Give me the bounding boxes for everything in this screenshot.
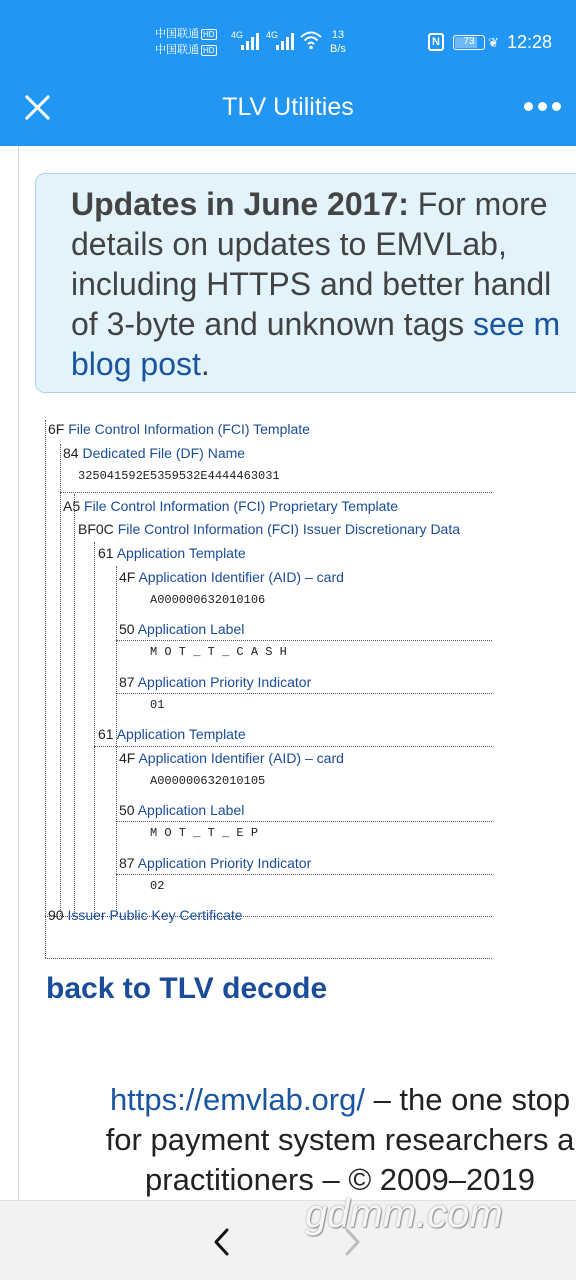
tlv-row xyxy=(119,747,344,769)
tlv-name-link[interactable]: Application Priority Indicator xyxy=(137,674,312,690)
network-type-1: 4G xyxy=(231,30,244,40)
tlv-name-link[interactable]: Application Label xyxy=(137,802,245,818)
tlv-value: A000000632010106 xyxy=(150,593,266,607)
tlv-tag: 87 xyxy=(119,674,135,690)
status-bar xyxy=(0,0,576,76)
tree-guide xyxy=(74,494,75,916)
tlv-row xyxy=(48,418,310,440)
tlv-tag: 87 xyxy=(119,855,135,871)
tlv-name-link[interactable]: Application Template xyxy=(116,726,246,742)
footer-text: for payment system researchers a xyxy=(105,1122,575,1157)
speed-value: 13 xyxy=(331,29,345,41)
tlv-tag: 84 xyxy=(63,445,79,461)
carrier-1: 中国联通 xyxy=(155,28,199,40)
tlv-name-link[interactable]: Dedicated File (DF) Name xyxy=(82,445,246,461)
tlv-row xyxy=(48,904,243,926)
tlv-tag: 90 xyxy=(48,907,64,923)
tlv-row xyxy=(78,518,460,540)
tlv-name-link[interactable]: Application Identifier (AID) – card xyxy=(138,750,344,766)
footer-text: practitioners – © 2009–2019 xyxy=(145,1162,535,1197)
tlv-name-link[interactable]: File Control Information (FCI) Issuer Discretionary Data xyxy=(117,521,461,537)
notice-text: details on updates to EMVLab, xyxy=(71,226,507,262)
signal-icon xyxy=(241,32,263,50)
tlv-row xyxy=(98,542,246,564)
tlv-row xyxy=(119,671,311,693)
tlv-tag: 50 xyxy=(119,621,135,637)
tlv-row xyxy=(63,495,398,517)
emvlab-home-link[interactable]: https://emvlab.org/ xyxy=(109,1082,365,1117)
site-footer xyxy=(0,1080,576,1200)
notice-text: . xyxy=(200,346,210,382)
tlv-value: M O T _ T _ E P xyxy=(150,826,259,840)
update-notice xyxy=(35,173,576,393)
speed-unit: B/s xyxy=(330,43,346,55)
clock: 12:28 xyxy=(507,32,553,52)
wifi-icon xyxy=(300,30,322,50)
tree-separator xyxy=(45,958,492,959)
tlv-name-link[interactable]: File Control Information (FCI) Template xyxy=(68,421,310,437)
tlv-row xyxy=(119,566,344,588)
tree-guide xyxy=(94,542,95,916)
tlv-row xyxy=(119,799,244,821)
tree-separator xyxy=(116,640,492,641)
back-arrow-icon[interactable] xyxy=(210,1226,234,1258)
app-bar xyxy=(0,76,576,146)
tree-separator xyxy=(116,874,492,875)
tlv-tag: 50 xyxy=(119,802,135,818)
tlv-name-link[interactable]: Issuer Public Key Certificate xyxy=(67,907,243,923)
tlv-row xyxy=(119,852,311,874)
notice-heading: Updates in June 2017: xyxy=(71,186,409,222)
tlv-value: M O T _ T _ C A S H xyxy=(150,645,287,659)
hd-badge: HD xyxy=(203,29,215,39)
tree-guide xyxy=(45,420,46,958)
tlv-tag: 6F xyxy=(48,421,65,437)
network-speed xyxy=(330,28,346,56)
battery-level: 73 xyxy=(463,36,475,47)
nfc-icon: N xyxy=(428,33,444,51)
blog-post-link[interactable]: see m xyxy=(473,306,561,342)
carrier-info xyxy=(155,26,217,58)
tlv-tag: 61 xyxy=(98,726,114,742)
tlv-tag: 4F xyxy=(119,569,136,585)
notice-text: For more xyxy=(408,186,548,222)
tlv-row xyxy=(98,723,246,745)
tree-separator xyxy=(116,693,492,694)
tree-separator xyxy=(116,821,492,822)
tlv-row xyxy=(119,618,244,640)
notice-text: including HTTPS and better handl xyxy=(71,266,552,302)
web-content[interactable] xyxy=(0,146,576,1200)
back-to-tlv-decode-link[interactable]: back to TLV decode xyxy=(46,972,328,1005)
power-saving-leaf-icon: ❦ xyxy=(488,35,499,50)
battery-icon xyxy=(453,35,485,50)
page-border xyxy=(18,146,19,1200)
more-options-icon[interactable] xyxy=(524,102,564,114)
tlv-value: 02 xyxy=(150,879,165,893)
tlv-name-link[interactable]: Application Template xyxy=(116,545,246,561)
tree-separator xyxy=(60,492,492,493)
blog-post-link[interactable]: blog post xyxy=(71,346,201,382)
tlv-tag: BF0C xyxy=(78,521,114,537)
tlv-value: 01 xyxy=(150,698,165,712)
watermark: gdmm.com xyxy=(305,1192,503,1236)
tlv-tree xyxy=(44,418,494,958)
tlv-value: A000000632010105 xyxy=(150,774,266,788)
tlv-value: 325041592E5359532E4444463031 xyxy=(78,469,280,483)
hd-badge: HD xyxy=(203,45,215,55)
carrier-2: 中国联通 xyxy=(155,44,199,56)
page-title: TLV Utilities xyxy=(222,93,354,121)
tlv-tag: 61 xyxy=(98,545,114,561)
footer-text: – the one stop xyxy=(364,1082,571,1117)
tlv-name-link[interactable]: Application Priority Indicator xyxy=(137,855,312,871)
tlv-name-link[interactable]: Application Label xyxy=(137,621,245,637)
tlv-tag: A5 xyxy=(63,498,81,514)
network-type-2: 4G xyxy=(266,30,279,40)
tlv-row xyxy=(63,442,245,464)
tree-guide xyxy=(60,444,61,916)
tlv-name-link[interactable]: File Control Information (FCI) Proprietary Template xyxy=(84,498,399,514)
tlv-tag: 4F xyxy=(119,750,136,766)
notice-text: of 3-byte and unknown tags xyxy=(71,306,474,342)
signal-icon xyxy=(276,32,298,50)
tlv-name-link[interactable]: Application Identifier (AID) – card xyxy=(138,569,344,585)
